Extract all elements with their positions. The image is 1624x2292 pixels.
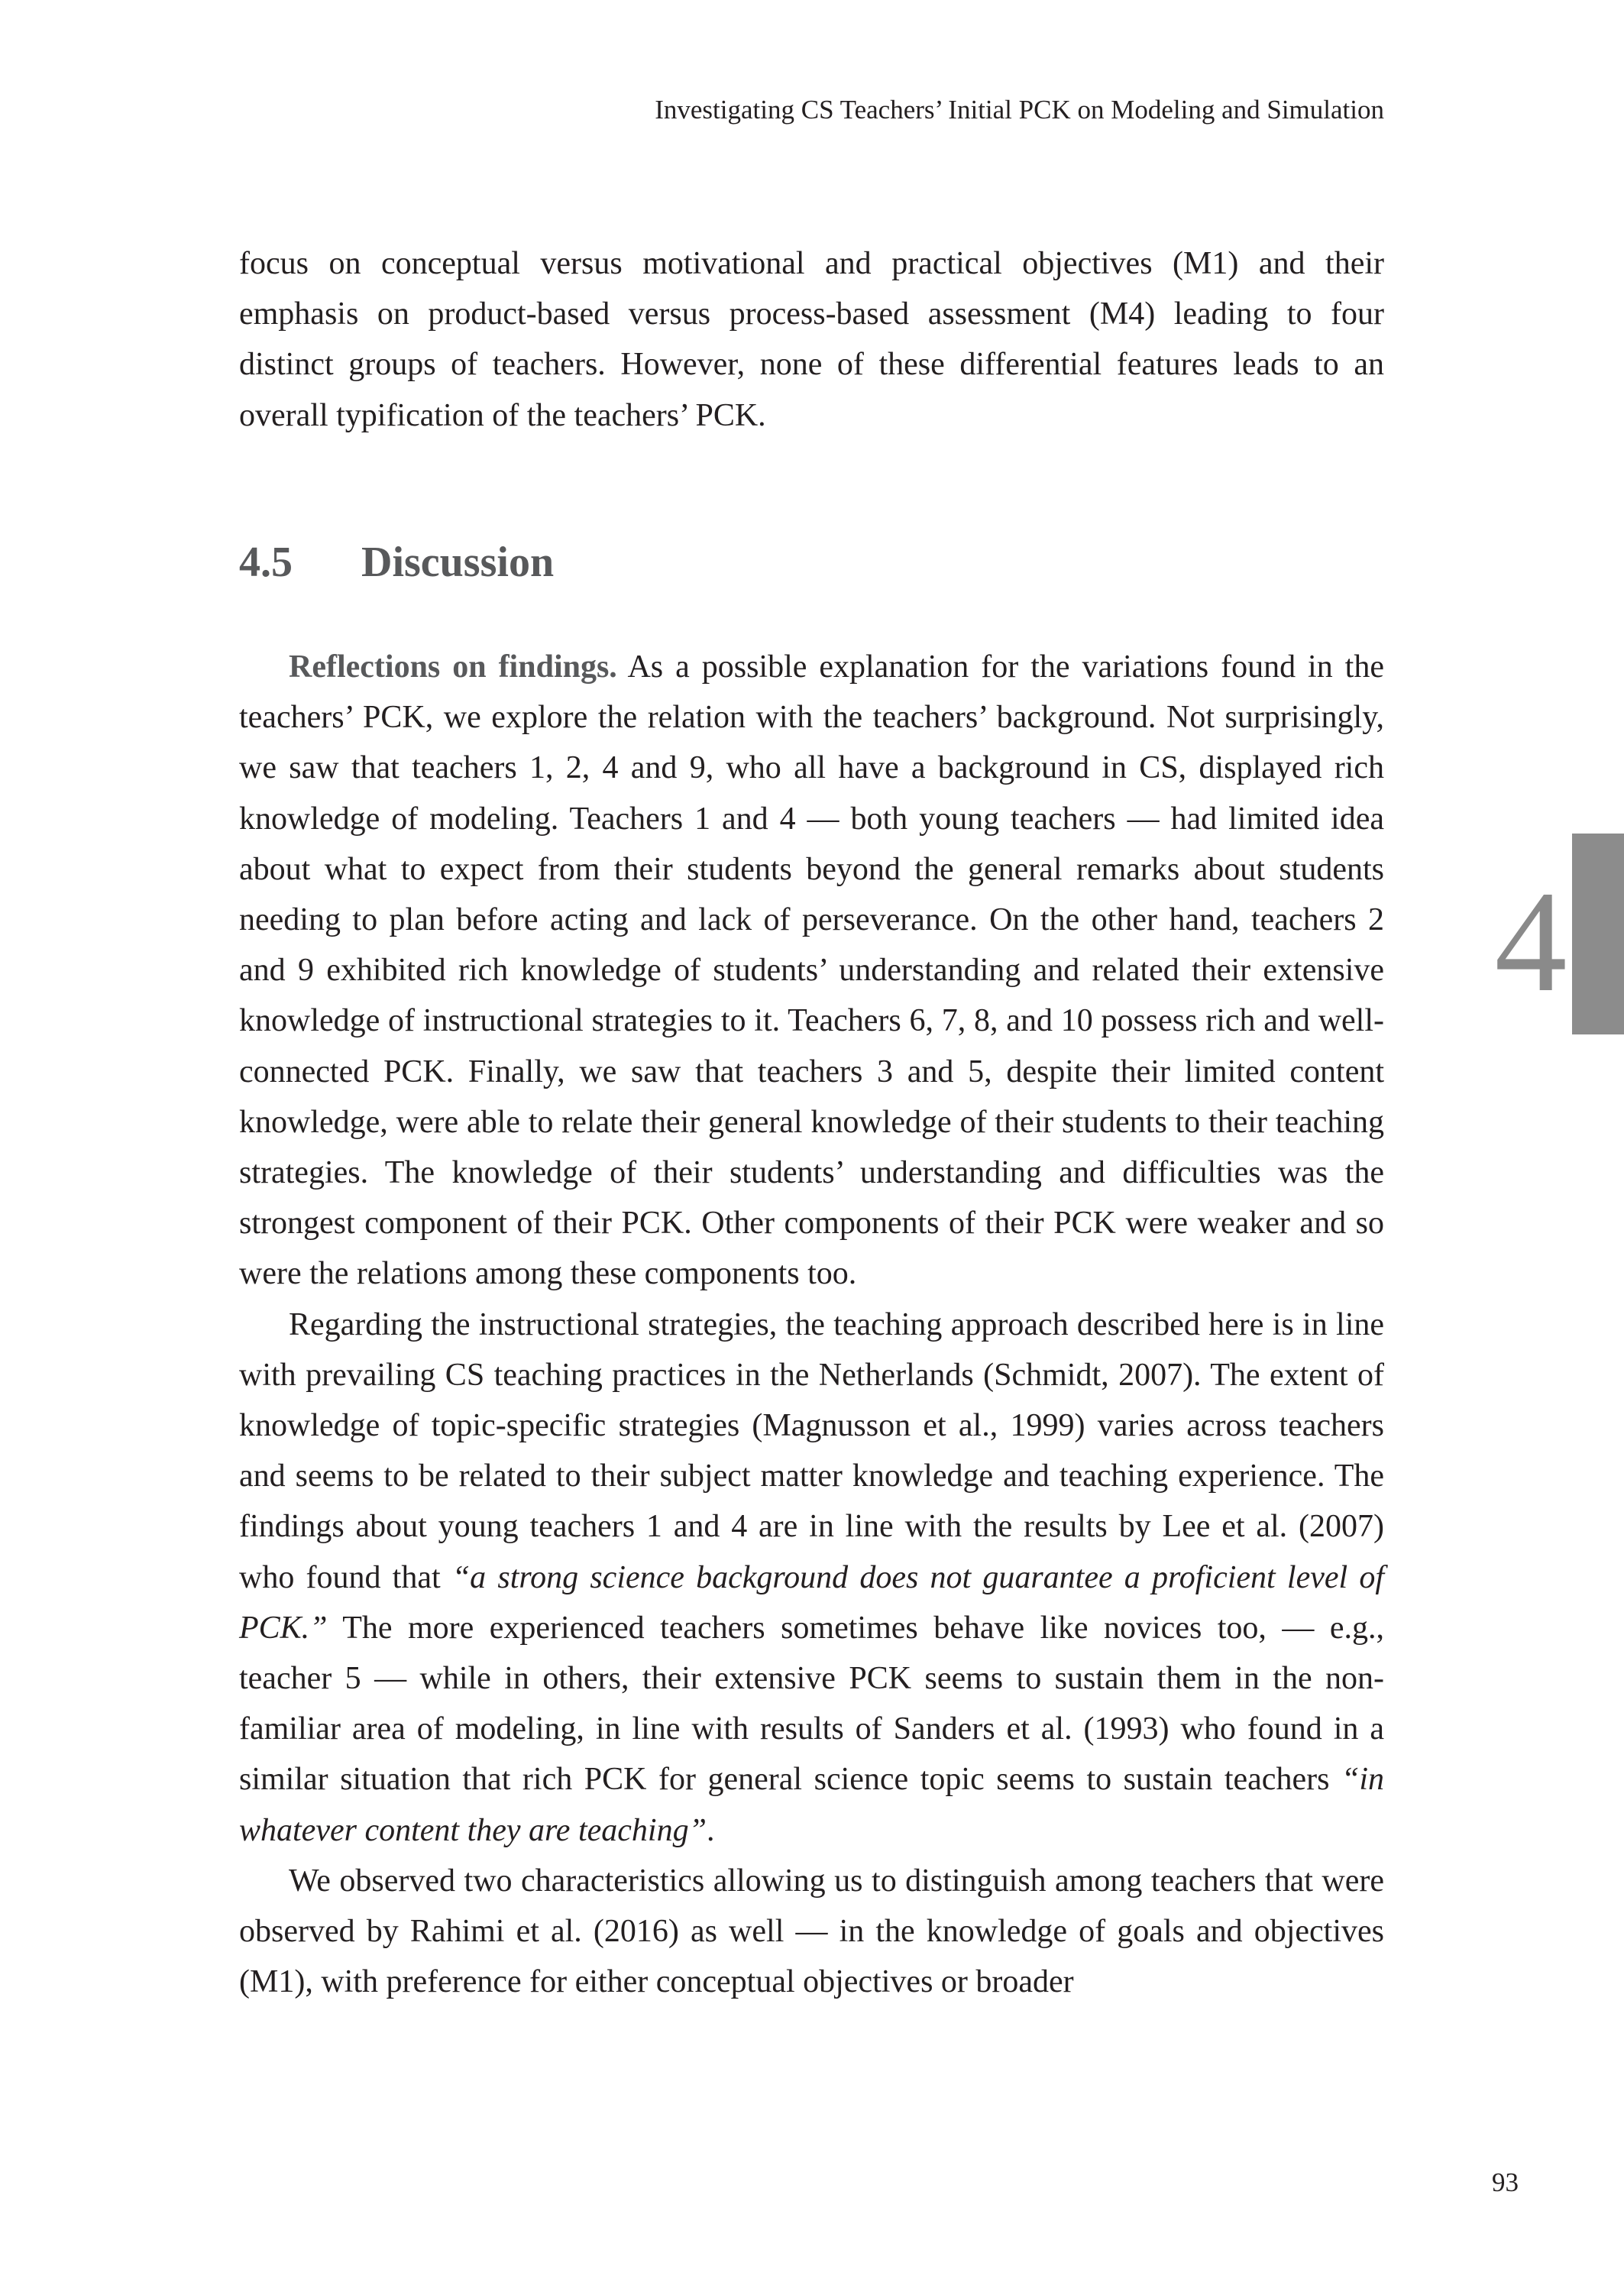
- paragraph-reflections-body: As a possible explanation for the variations found in the teachers’ PCK, we explore the relation with the teachers’ background. Not surprisingly, we saw that teachers 1, 2, 4 and 9, who all have a background in CS, displayed rich knowledge of modeling. Teachers 1 and 4 — both young teachers — had limited idea about what to expect from their students beyond the general remarks about students needing to plan before acting and lack of perseverance. On the other hand, teachers 2 and 9 exhibited rich knowledge of students’ understanding and related their extensive knowledge of instructional strategies to it. Teachers 6, 7, 8, and 10 possess rich and well-connected PCK. Finally, we saw that teachers 3 and 5, despite their limited content knowledge, were able to relate their general knowledge of their students to their teaching strategies. The knowledge of their students’ understanding and difficulties was the strongest component of their PCK. Other components of their PCK were weaker and so were the relations among these components too.: [239, 649, 1384, 1292]
- discussion-text-block: [239, 642, 1384, 2007]
- paragraph-text: The more experienced teachers sometimes behave like novices too, — e.g., teacher 5 — while in others, their extensive PCK seems to sustain them in the non-familiar area of modeling, in line with results of Sanders et al. (1993) who found in a similar situation that rich PCK for general science topic seems to sustain teachers: [239, 1610, 1384, 1798]
- running-head: Investigating CS Teachers’ Initial PCK on Modeling and Simulation: [655, 95, 1384, 125]
- quote-sanders: “in whatever content they are teaching”: [239, 1762, 1384, 1848]
- paragraph-characteristics: We observed two characteristics allowing us to distinguish among teachers that were observed by Rahimi et al. (2016) as well — in the knowledge of goals and objectives (M1), with preference for either conceptual objectives or broader: [239, 1863, 1384, 2000]
- chapter-thumb-tab: [1572, 834, 1624, 1034]
- chapter-number: 4: [1494, 862, 1567, 1022]
- paragraph-instructional-strategies: [239, 1300, 1384, 1856]
- run-in-heading: Reflections on findings.: [289, 649, 617, 685]
- section-number: 4.5: [239, 539, 293, 586]
- paragraph-reflections: [239, 642, 1384, 1300]
- intro-text-block: [239, 238, 1384, 441]
- page-number: 93: [1492, 2167, 1519, 2197]
- paragraph-text: .: [706, 1812, 715, 1848]
- section-heading: [239, 535, 554, 590]
- section-title: Discussion: [361, 539, 555, 586]
- intro-paragraph: focus on conceptual versus motivational and practical objectives (M1) and their emphasis on product-based versus process-based assessment (M4) leading to four distinct groups of teachers. However, none of these differential features leads to an overall typification of the teachers’ PCK.: [239, 246, 1384, 433]
- quote-lee: “a strong science background does not guarantee a proficient level of PCK.”: [239, 1559, 1385, 1646]
- paragraph-text: Regarding the instructional strategies, the teaching approach described here is in line with prevailing CS teaching practices in the Netherlands (Schmidt, 2007). The extent of knowledge of topic-specific strategies (Magnusson et al., 1999) varies across teachers and seems to be related to their subject matter knowledge and teaching experience. The findings about young teachers 1 and 4 are in line with the results by Lee et al. (2007) who found that: [239, 1306, 1384, 1595]
